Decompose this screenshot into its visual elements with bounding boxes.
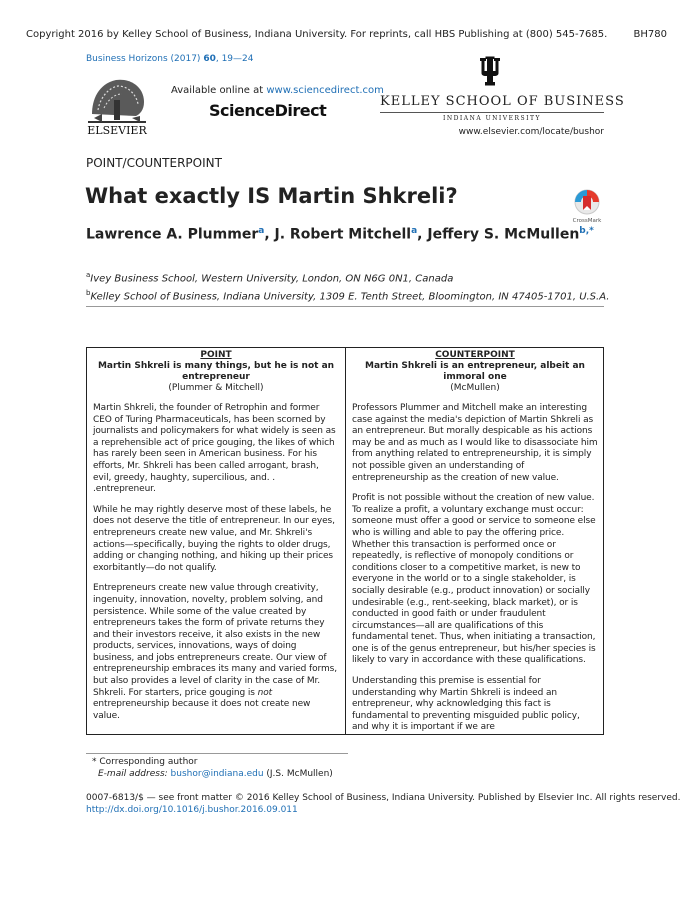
point-attribution: (Plummer & Mitchell) <box>168 383 264 393</box>
point-text: Entrepreneurs create new value through creativity, ingenuity, innovation, novelty, problem solving, and persistence. While some of the value created by entrepreneurs takes the form of private returns they and their investors receive, it also exists in the new products, services, innovations, ways of doing business, and jobs entrepreneurs create. Our view of entrepreneurship embraces its many and varied forms, but also provides a level of clarity in the case of Mr. Shkreli. For starters, price gouging is <box>93 583 337 698</box>
email-label: E-mail address: <box>98 769 168 779</box>
journal-homepage-link[interactable]: www.elsevier.com/locate/bushor <box>458 127 604 137</box>
affiliation-text: Kelley School of Business, Indiana University, 1309 E. Tenth Street, Bloomington, IN 47405-1701, U.S.A. <box>90 291 610 303</box>
article-code: BH780 <box>633 29 667 40</box>
point-paragraph <box>93 583 339 722</box>
header-divider <box>86 306 604 307</box>
elsevier-logo-icon <box>84 70 150 138</box>
affiliation-text: Ivey Business School, Western University, London, ON N6G 0N1, Canada <box>90 273 454 285</box>
point-column <box>87 348 346 734</box>
email-suffix: (J.S. McMullen) <box>263 769 333 779</box>
crossmark-icon[interactable] <box>571 188 603 226</box>
point-emphasis: not <box>257 687 273 698</box>
author-name: Jeffery S. McMullen <box>427 226 580 243</box>
point-counterpoint-box <box>86 347 604 735</box>
point-paragraph: While he may rightly deserve most of these labels, he does not deserve the title of entrepreneur. In our eyes, entrepreneurs create new value, and Mr. Shkreli's actions—specifically, buying the rights to older drugs, adding or changing nothing, and hiking up their prices exorbitantly—do not qualify. <box>93 504 335 573</box>
article-title: What exactly IS Martin Shkreli? <box>85 184 458 208</box>
email-line <box>92 768 333 780</box>
point-text: entrepreneurship because it does not create new value. <box>93 699 311 721</box>
affiliation-mark: a <box>86 271 91 279</box>
counterpoint-heading: COUNTERPOINT <box>435 350 515 360</box>
author-affiliation-mark[interactable]: b,* <box>579 226 594 236</box>
available-online <box>171 85 384 96</box>
affiliation-mark: b <box>86 289 91 298</box>
journal-pages: , 19—24 <box>215 54 254 64</box>
counterpoint-paragraph: Understanding this premise is essential for understanding why Martin Shkreli is indeed an entrepreneur, why acknowledging this fact is fundamental to preventing misguided public policy, and why it is important if we are <box>352 676 580 733</box>
point-heading: POINT <box>200 350 232 360</box>
kelley-divider <box>380 112 604 113</box>
affiliations <box>86 268 609 305</box>
author-list: Lawrence A. Plummer$^a$, J. Robert Mitchell$^a$, Jeffery S. McMullen$^{b,*}$ <box>86 226 594 243</box>
counterpoint-paragraph: Professors Plummer and Mitchell make an interesting case against the media's depiction of Martin Shkreli as an entrepreneur. But morally despicable as his actions may be and as much as I would like to disassociate him from anything related to entrepreneurship, it is simply not possible given an understanding of entrepreneurship as the creation of new value. <box>352 403 598 483</box>
email-link[interactable]: bushor@indiana.edu <box>170 769 264 779</box>
elsevier-wordmark: ELSEVIER <box>87 124 147 137</box>
counterpoint-subheading: Martin Shkreli is an entrepreneur, albeit an immoral one <box>365 361 585 382</box>
kelley-school-name: KELLEY SCHOOL OF BUSINESS <box>380 94 625 109</box>
counterpoint-paragraph: Profit is not possible without the creation of new value. To realize a profit, a voluntary exchange must occur: someone must offer a good or service to someone else who is willing and able to pay the offering price. Whether this transaction is performed once or repeatedly, is reflective of monopoly conditions or conditions closer to a competitive market, is new to everyone in the world or to a single stakeholder, is socially desirable (e.g., product innovation) or socially undesirable (e.g., rent-seeking, black market), or is conducted in good faith or under fraudulent circumstances—all are qualifications of this fundamental tenet. Thus, when initiating a transaction, one is of the genus entrepreneur, but his/her species is likely to vary in accordance with these qualifications. <box>352 493 596 666</box>
section-label: POINT/COUNTERPOINT <box>86 156 222 170</box>
author-affiliation-mark[interactable]: a <box>411 226 418 236</box>
available-prefix: Available online at <box>171 85 267 96</box>
issn-line: 0007-6813/$ — see front matter © 2016 Kelley School of Business, Indiana University. Published by Elsevier Inc. All rights reserved. <box>86 793 681 803</box>
sciencedirect-link[interactable]: www.sciencedirect.com <box>266 85 384 96</box>
affiliation-item <box>86 268 609 286</box>
counterpoint-header <box>352 350 598 394</box>
point-subheading: Martin Shkreli is many things, but he is not an entrepreneur <box>97 361 335 382</box>
journal-name: Business Horizons (2017) <box>86 54 201 64</box>
author-affiliation-mark[interactable]: a <box>258 226 265 236</box>
author-name: Lawrence A. Plummer <box>86 226 259 243</box>
footnote <box>92 756 333 780</box>
footnote-divider <box>86 753 348 754</box>
affiliation-item <box>86 286 609 304</box>
point-paragraph: Martin Shkreli, the founder of Retrophin and former CEO of Turing Pharmaceuticals, has been scorned by journalists and policymakers for what widely is seen as a reprehensible act of price gouging, the likes of which has rarely been seen in American business. For his efforts, Mr. Shkreli has been called arrogant, brash, evil, greedy, haughty, supercilious, and. . .entrepreneur. <box>93 403 336 495</box>
footnote-star: * <box>92 757 97 767</box>
copyright-line: Copyright 2016 by Kelley School of Business, Indiana University. For reprints, call HBS Publishing at (800) 545-7685. <box>26 29 608 40</box>
counterpoint-column <box>345 348 604 734</box>
author-name: J. Robert Mitchell <box>274 226 412 243</box>
crossmark-label: CrossMark <box>572 218 602 224</box>
footnote-label: Corresponding author <box>96 757 198 767</box>
counterpoint-attribution: (McMullen) <box>450 383 500 393</box>
indiana-university-name: INDIANA UNIVERSITY <box>443 115 541 122</box>
iu-trident-icon <box>478 56 502 86</box>
corresponding-author-note <box>92 756 333 768</box>
journal-citation <box>86 54 253 64</box>
doi-link[interactable]: http://dx.doi.org/10.1016/j.bushor.2016.09.011 <box>86 805 298 815</box>
sciencedirect-logo: ScienceDirect <box>209 101 327 120</box>
point-header <box>93 350 339 394</box>
journal-volume: 60 <box>203 54 216 64</box>
footer <box>86 792 680 816</box>
